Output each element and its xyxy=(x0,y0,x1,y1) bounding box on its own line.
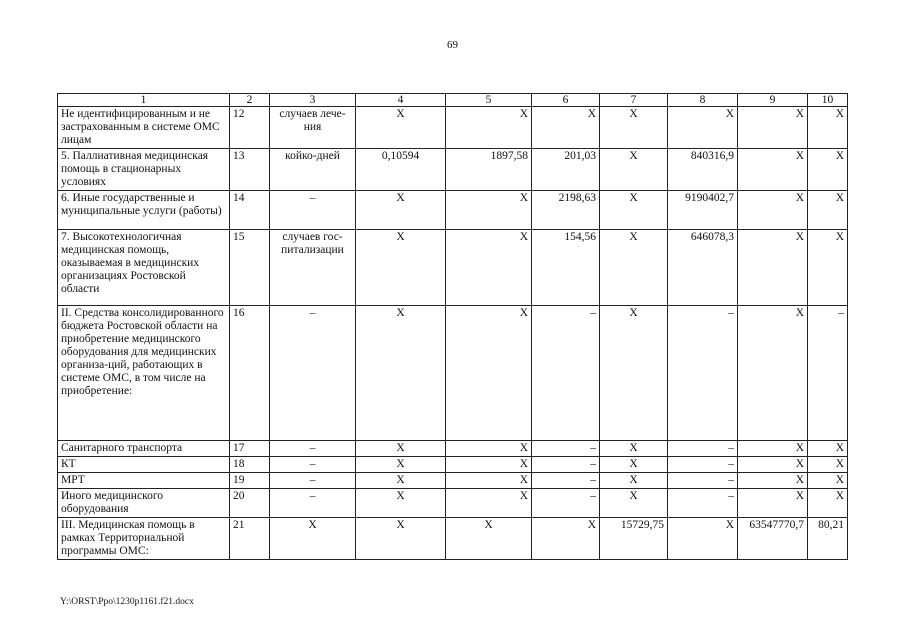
table-cell: 13 xyxy=(230,149,270,191)
table-cell: Х xyxy=(356,191,446,230)
table-cell: Х xyxy=(808,441,848,457)
table-cell: 21 xyxy=(230,518,270,560)
table-cell: койко-дней xyxy=(270,149,356,191)
row-label-cell: 7. Высокотехнологичная медицинская помощь, оказываемая в медицинских организациях Ростовской области xyxy=(58,230,230,306)
table-row xyxy=(58,191,848,230)
table-cell: Х xyxy=(738,457,808,473)
table-cell: – xyxy=(808,306,848,441)
table-row xyxy=(58,107,848,149)
table-row xyxy=(58,230,848,306)
row-label-cell: 5. Паллиативная медицинская помощь в стационарных условиях xyxy=(58,149,230,191)
table-row xyxy=(58,473,848,489)
table-cell: Х xyxy=(356,457,446,473)
table-cell: Х xyxy=(738,149,808,191)
page-number: 69 xyxy=(447,39,458,51)
table-cell: 201,03 xyxy=(532,149,600,191)
table-cell: 1897,58 xyxy=(446,149,532,191)
data-table xyxy=(57,93,848,560)
table-cell: Х xyxy=(738,441,808,457)
column-header: 4 xyxy=(356,94,446,107)
table-cell: Х xyxy=(600,457,668,473)
table-cell: 80,21 xyxy=(808,518,848,560)
table-cell: Х xyxy=(270,518,356,560)
table-cell: 154,56 xyxy=(532,230,600,306)
column-header: 1 xyxy=(58,94,230,107)
row-label-cell: 6. Иные государственные и муниципальные услуги (работы) xyxy=(58,191,230,230)
table-header-row xyxy=(58,94,848,107)
table-cell: – xyxy=(668,457,738,473)
row-label-cell: Иного медицинского оборудования xyxy=(58,489,230,518)
table-cell: – xyxy=(532,306,600,441)
table-cell: Х xyxy=(738,107,808,149)
table-cell: – xyxy=(668,441,738,457)
table-cell: Х xyxy=(668,518,738,560)
row-label-cell: Не идентифицированным и не застрахованным в системе ОМС лицам xyxy=(58,107,230,149)
table-cell: 16 xyxy=(230,306,270,441)
table-cell: Х xyxy=(356,230,446,306)
table-cell: Х xyxy=(808,191,848,230)
table-cell: Х xyxy=(738,473,808,489)
table-cell: Х xyxy=(808,107,848,149)
table-cell: Х xyxy=(600,441,668,457)
table-cell: Х xyxy=(600,230,668,306)
table-cell: Х xyxy=(808,457,848,473)
table-cell: 646078,3 xyxy=(668,230,738,306)
table-cell: Х xyxy=(808,230,848,306)
table-cell: Х xyxy=(356,107,446,149)
table-cell: Х xyxy=(808,149,848,191)
table-cell: Х xyxy=(356,518,446,560)
table-row xyxy=(58,489,848,518)
table-cell: 63547770,7 xyxy=(738,518,808,560)
table-cell: – xyxy=(270,489,356,518)
table-cell: Х xyxy=(808,489,848,518)
table-cell: Х xyxy=(356,306,446,441)
table-cell: Х xyxy=(738,230,808,306)
table-cell: 18 xyxy=(230,457,270,473)
table-cell: – xyxy=(270,306,356,441)
table-row xyxy=(58,518,848,560)
row-label-cell: Санитарного транспорта xyxy=(58,441,230,457)
table-row xyxy=(58,306,848,441)
row-label-cell: МРТ xyxy=(58,473,230,489)
table-cell: 840316,9 xyxy=(668,149,738,191)
column-header: 8 xyxy=(668,94,738,107)
table-cell: 2198,63 xyxy=(532,191,600,230)
column-header: 3 xyxy=(270,94,356,107)
table-row xyxy=(58,441,848,457)
table-cell: Х xyxy=(600,489,668,518)
table-cell: Х xyxy=(446,518,532,560)
table-cell: Х xyxy=(600,107,668,149)
table-cell: 17 xyxy=(230,441,270,457)
table-cell: – xyxy=(270,191,356,230)
row-label-cell: КТ xyxy=(58,457,230,473)
file-path-footer: Y:\ORST\Ppo\1230p1161.f21.docx xyxy=(60,597,194,607)
column-header: 9 xyxy=(738,94,808,107)
table-cell: 20 xyxy=(230,489,270,518)
column-header: 7 xyxy=(600,94,668,107)
table-cell: – xyxy=(668,306,738,441)
table-cell: Х xyxy=(738,306,808,441)
table-cell: – xyxy=(668,473,738,489)
table-cell: – xyxy=(270,457,356,473)
table-cell: Х xyxy=(600,473,668,489)
table-cell: Х xyxy=(600,149,668,191)
table-cell: – xyxy=(270,441,356,457)
table-cell: Х xyxy=(532,518,600,560)
table-cell: 15729,75 xyxy=(600,518,668,560)
table-cell: – xyxy=(270,473,356,489)
table-cell: Х xyxy=(356,489,446,518)
table-cell: Х xyxy=(738,191,808,230)
table-cell: случаев лече-ния xyxy=(270,107,356,149)
table-cell: Х xyxy=(446,191,532,230)
table-cell: – xyxy=(668,489,738,518)
table-cell: Х xyxy=(446,489,532,518)
table-cell: Х xyxy=(356,441,446,457)
table-cell: Х xyxy=(738,489,808,518)
row-label-cell: II. Средства консолидированного бюджета Ростовской области на приобретение медицинского оборудования для медицинских организа-ций, работающих в системе ОМС, в том числе на приобретение: xyxy=(58,306,230,441)
table-cell: Х xyxy=(446,230,532,306)
column-header: 10 xyxy=(808,94,848,107)
table-cell: Х xyxy=(600,191,668,230)
table-cell: 12 xyxy=(230,107,270,149)
table-cell: – xyxy=(532,473,600,489)
table-row xyxy=(58,457,848,473)
table-cell: случаев гос-питализации xyxy=(270,230,356,306)
table-cell: Х xyxy=(446,441,532,457)
table-cell: Х xyxy=(446,457,532,473)
table-cell: 0,10594 xyxy=(356,149,446,191)
table-cell: 9190402,7 xyxy=(668,191,738,230)
table-cell: 14 xyxy=(230,191,270,230)
table-cell: Х xyxy=(808,473,848,489)
table-cell: Х xyxy=(446,107,532,149)
table-cell: Х xyxy=(356,473,446,489)
table-cell: Х xyxy=(600,306,668,441)
table-cell: Х xyxy=(532,107,600,149)
table-cell: 15 xyxy=(230,230,270,306)
table-cell: Х xyxy=(446,473,532,489)
table-cell: 19 xyxy=(230,473,270,489)
table-cell: Х xyxy=(668,107,738,149)
table-cell: – xyxy=(532,457,600,473)
table-cell: – xyxy=(532,441,600,457)
table-cell: – xyxy=(532,489,600,518)
column-header: 6 xyxy=(532,94,600,107)
column-header: 2 xyxy=(230,94,270,107)
column-header: 5 xyxy=(446,94,532,107)
row-label-cell: III. Медицинская помощь в рамках Территориальной программы ОМС: xyxy=(58,518,230,560)
table-cell: Х xyxy=(446,306,532,441)
table-row xyxy=(58,149,848,191)
